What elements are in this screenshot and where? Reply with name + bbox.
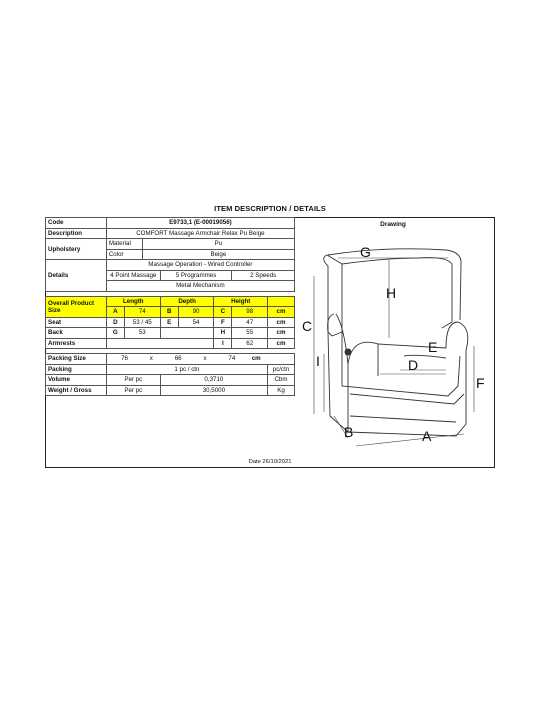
packing-width: 76 [106, 354, 142, 365]
code-value: E9733,1 (E-00019056) [106, 218, 294, 229]
back-unit: cm [268, 328, 295, 339]
material-value: Pu [142, 239, 294, 250]
back-g-key: G [106, 328, 124, 339]
description-label: Description [46, 228, 107, 239]
details-line-1: Massage Operation - Wired Controller [106, 260, 294, 271]
code-row [46, 218, 295, 229]
back-g-value: 53 [124, 328, 160, 339]
back-h-key: H [214, 328, 232, 339]
volume-value: 0,3710 [160, 375, 267, 386]
description-row [46, 228, 295, 239]
armrests-i-key: I [214, 338, 232, 349]
packing-height: 74 [214, 354, 250, 365]
dim-label-c: C [302, 318, 313, 334]
dim-label-g: G [360, 244, 371, 260]
seat-f-value: 47 [232, 317, 268, 328]
color-label: Color [106, 249, 142, 260]
weight-unit: Kg [268, 385, 295, 396]
code-label: Code [46, 218, 107, 229]
packing-value: 1 pc / ctn [106, 364, 267, 375]
details-row-1 [46, 260, 295, 271]
dim-label-d: D [408, 357, 419, 373]
packing-row [46, 364, 295, 375]
seat-e-value: 54 [178, 317, 214, 328]
height-header: Height [214, 296, 268, 307]
overall-unit: cm [268, 307, 295, 318]
packing-depth: 66 [160, 354, 196, 365]
dim-b-value: 90 [178, 307, 214, 318]
packing-size-row [46, 354, 295, 365]
details-option-3: 2 Speeds [232, 270, 295, 281]
armrests-row [46, 338, 295, 349]
dim-label-h: H [386, 285, 397, 301]
dim-c-key: C [214, 307, 232, 318]
spec-table [45, 217, 295, 396]
details-label: Details [46, 260, 107, 292]
back-row [46, 328, 295, 339]
dim-label-i: I [316, 353, 320, 369]
seat-d-value: 53 / 45 [124, 317, 160, 328]
dim-a-key: A [106, 307, 124, 318]
seat-d-key: D [106, 317, 124, 328]
weight-value: 30,5000 [160, 385, 267, 396]
depth-header: Depth [160, 296, 214, 307]
packing-size-unit: cm [250, 354, 295, 365]
details-line-3: Metal Mechanism [106, 281, 294, 292]
seat-label: Seat [46, 317, 107, 328]
volume-per: Per pc [106, 375, 160, 386]
footer-date: Date 26/10/2021 [248, 459, 292, 465]
back-label: Back [46, 328, 107, 339]
seat-row [46, 317, 295, 328]
seat-unit: cm [268, 317, 295, 328]
dim-label-f: F [476, 375, 485, 391]
details-option-1: 4 Point Massage [106, 270, 160, 281]
material-label: Material [106, 239, 142, 250]
weight-per: Per pc [106, 385, 160, 396]
volume-row [46, 375, 295, 386]
armchair-drawing [296, 236, 490, 456]
weight-row [46, 385, 295, 396]
volume-unit: Cbm [268, 375, 295, 386]
seat-e-key: E [160, 317, 178, 328]
dim-c-value: 98 [232, 307, 268, 318]
weight-label: Weight / Gross [46, 385, 107, 396]
packing-unit: pc/ctn [268, 364, 295, 375]
packing-size-label: Packing Size [46, 354, 107, 365]
details-option-2: 5 Programmes [160, 270, 232, 281]
color-value: Beige [142, 249, 294, 260]
page-title: ITEM DESCRIPTION / DETAILS [214, 204, 326, 213]
overall-size-label: Overall Product Size [46, 296, 107, 317]
dim-label-b: B [344, 424, 354, 440]
description-value: COMFORT Massage Armchair Relax Pu Beige [106, 228, 294, 239]
volume-label: Volume [46, 375, 107, 386]
dim-label-a: A [422, 428, 432, 444]
armrests-i-value: 62 [232, 338, 268, 349]
seat-f-key: F [214, 317, 232, 328]
packing-x-1: x [142, 354, 160, 365]
packing-x-2: x [196, 354, 214, 365]
length-header: Length [106, 296, 160, 307]
armrests-label: Armrests [46, 338, 107, 349]
drawing-title: Drawing [380, 221, 406, 228]
dim-b-key: B [160, 307, 178, 318]
back-h-value: 55 [232, 328, 268, 339]
upholstery-label: Upholstery [46, 239, 107, 260]
material-row [46, 239, 295, 250]
dim-label-e: E [428, 339, 438, 355]
armrests-unit: cm [268, 338, 295, 349]
overall-header-row [46, 296, 295, 307]
packing-label: Packing [46, 364, 107, 375]
dim-a-value: 74 [124, 307, 160, 318]
